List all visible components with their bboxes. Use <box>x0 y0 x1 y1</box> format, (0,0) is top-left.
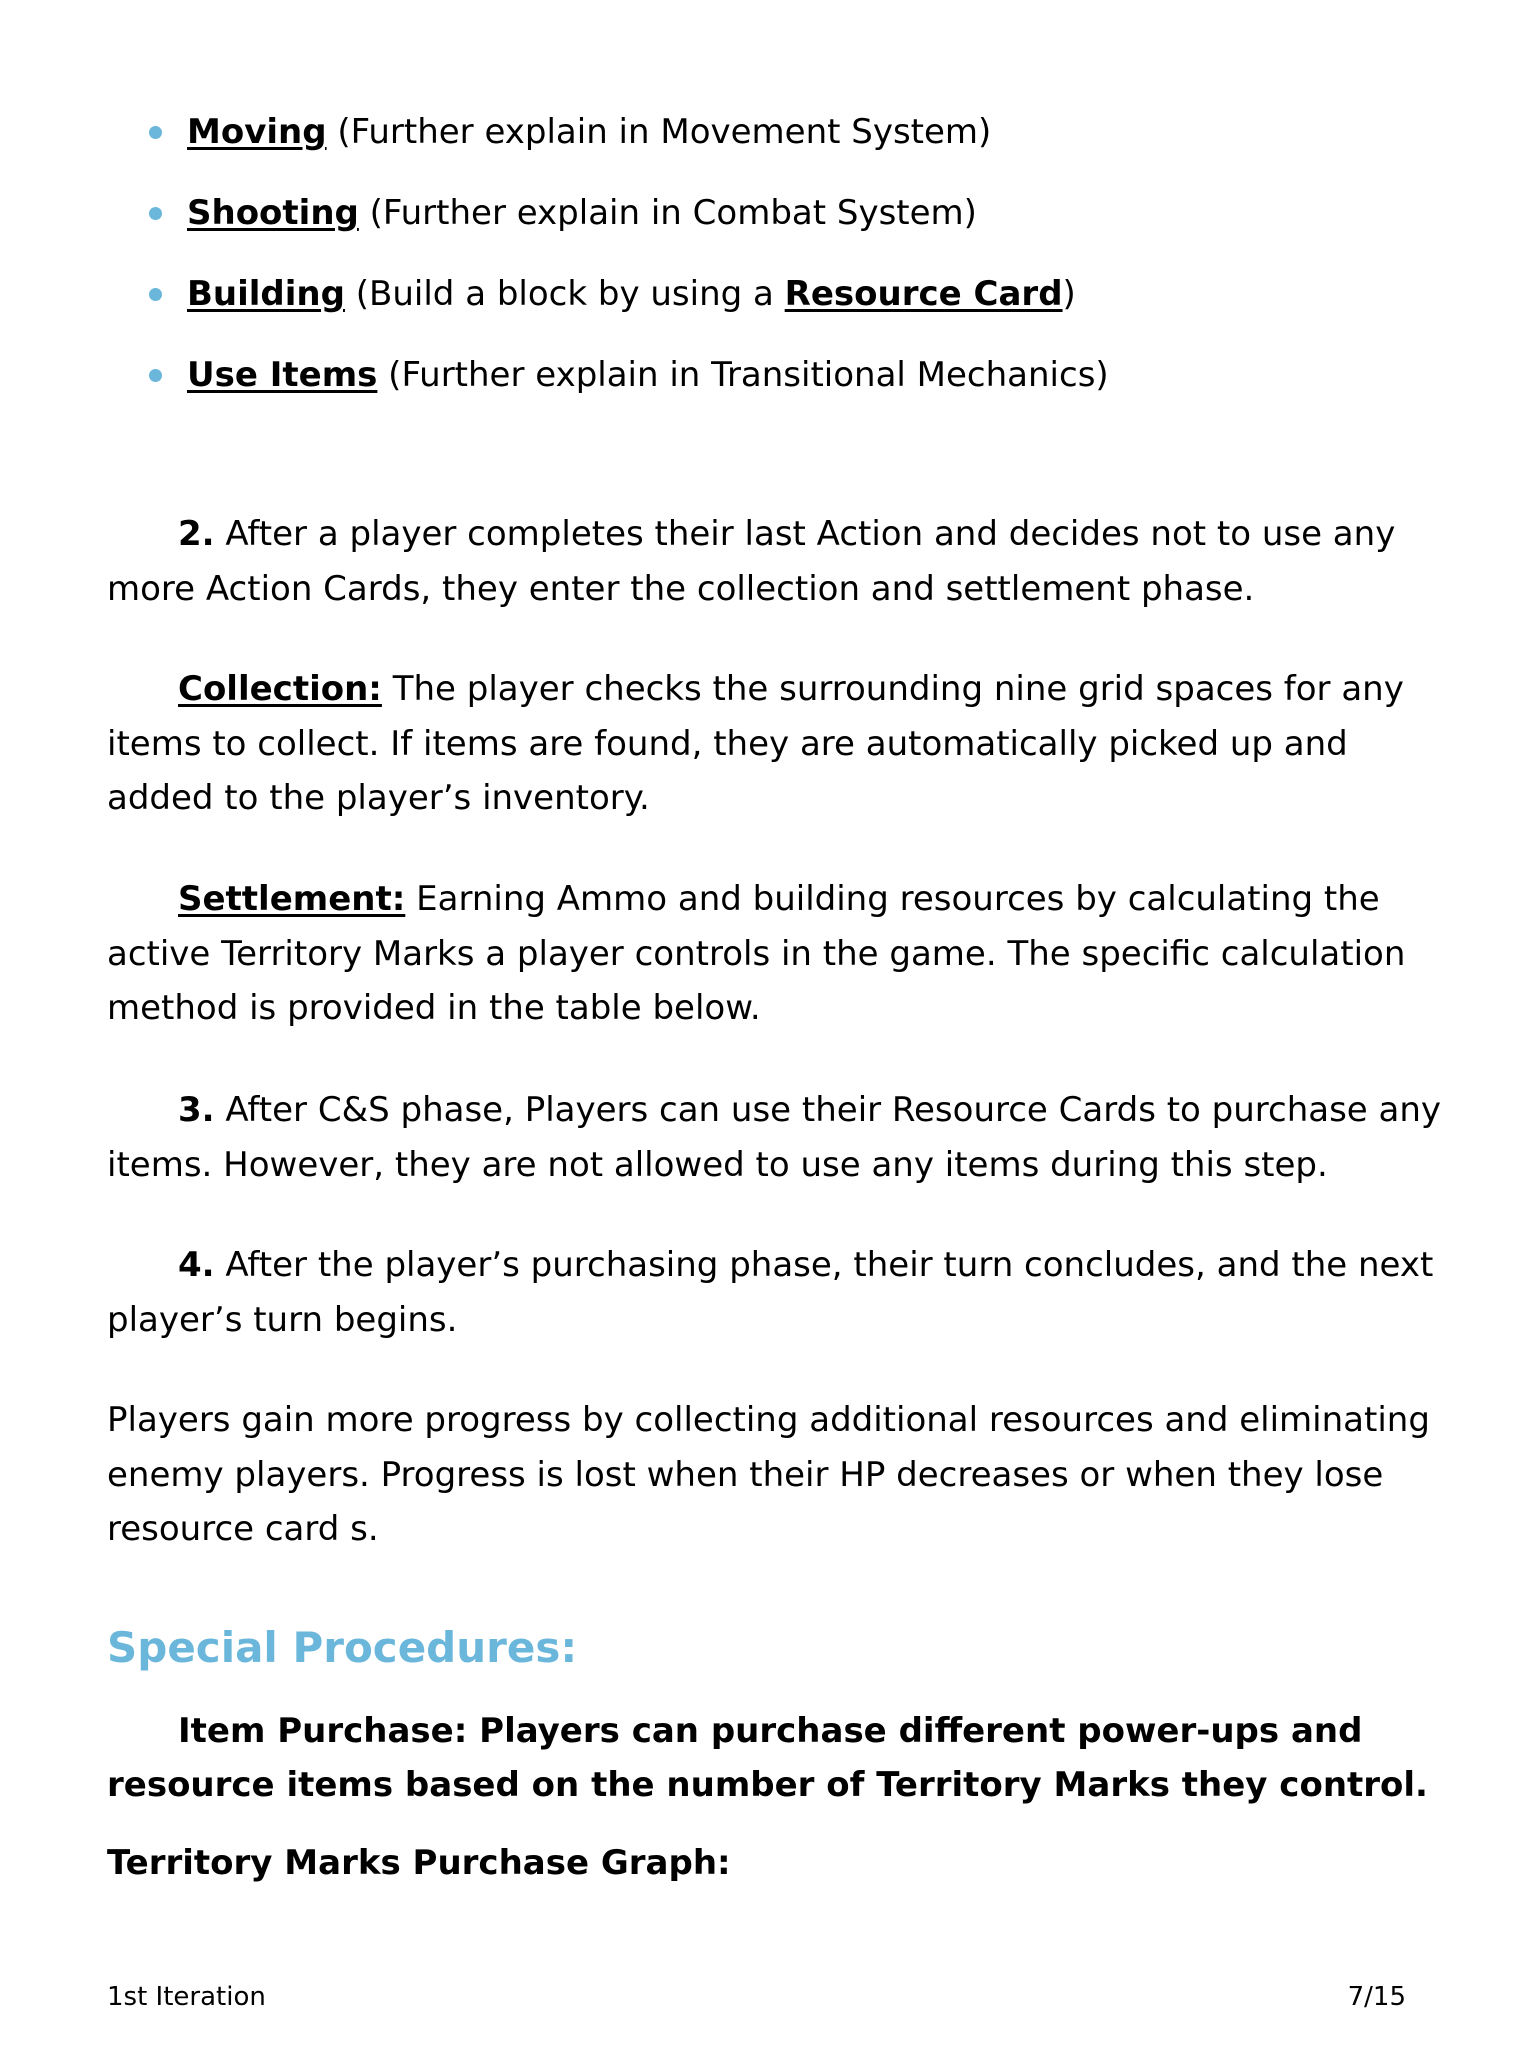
collection-label: Collection: <box>178 669 382 709</box>
bullet-dot-icon <box>149 126 162 139</box>
step-number: 3. <box>178 1090 215 1130</box>
action-description: (Further explain in Combat System) <box>358 193 977 233</box>
footer-iteration-label: 1st Iteration <box>107 1982 266 2012</box>
list-item <box>145 108 1395 189</box>
action-list <box>145 108 1395 432</box>
settlement-text: Earning Ammo and building resources by calculating the active Territory Marks a player controls in the game. The specific calculation method is provided in the table below. <box>107 879 1406 1028</box>
settlement-label: Settlement: <box>178 879 406 919</box>
action-description: (Further explain in Transitional Mechanics) <box>377 355 1109 395</box>
item-purchase-text: Item Purchase: Players can purchase different power-ups and resource items based on the number of Territory Marks they control. <box>107 1711 1428 1805</box>
step-text: After C&S phase, Players can use their Resource Cards to purchase any items. However, they are not allowed to use any items during this step. <box>107 1090 1442 1185</box>
step-2-paragraph <box>107 507 1447 616</box>
footer-page-number: 7/15 <box>1347 1982 1406 2012</box>
step-number: 2. <box>178 514 215 554</box>
item-purchase-paragraph <box>107 1704 1447 1812</box>
action-term-shooting: Shooting <box>187 193 359 233</box>
bullet-dot-icon <box>149 369 162 382</box>
list-item <box>145 351 1395 432</box>
step-text: After the player’s purchasing phase, their turn concludes, and the next player’s turn begins. <box>107 1245 1434 1340</box>
purchase-graph-title: Territory Marks Purchase Graph: <box>107 1843 731 1883</box>
step-number: 4. <box>178 1245 215 1285</box>
special-procedures-heading: Special Procedures: <box>107 1623 578 1672</box>
step-text: After a player completes their last Action and decides not to use any more Action Cards, they enter the collection and settlement phase. <box>107 514 1396 609</box>
step-4-paragraph <box>107 1238 1447 1347</box>
list-item <box>145 270 1395 351</box>
action-term-moving: Moving <box>187 112 327 152</box>
collection-paragraph <box>107 662 1447 826</box>
collection-text: The player checks the surrounding nine grid spaces for any items to collect. If items are found, they are automatically picked up and added to the player’s inventory. <box>107 669 1404 818</box>
bullet-dot-icon <box>149 288 162 301</box>
action-term-building: Building <box>187 274 345 314</box>
action-description: (Further explain in Movement System) <box>326 112 992 152</box>
settlement-paragraph <box>107 872 1447 1036</box>
action-description-end: ) <box>1062 274 1076 314</box>
progress-paragraph: Players gain more progress by collecting additional resources and eliminating enemy players. Progress is lost when their HP decreases or when they lose resource card s. <box>107 1400 1430 1549</box>
bullet-dot-icon <box>149 207 162 220</box>
action-term-use-items: Use Items <box>187 355 378 395</box>
list-item <box>145 189 1395 270</box>
action-description: (Build a block by using a <box>344 274 785 314</box>
step-3-paragraph <box>107 1083 1447 1192</box>
resource-card-term: Resource Card <box>784 274 1063 314</box>
